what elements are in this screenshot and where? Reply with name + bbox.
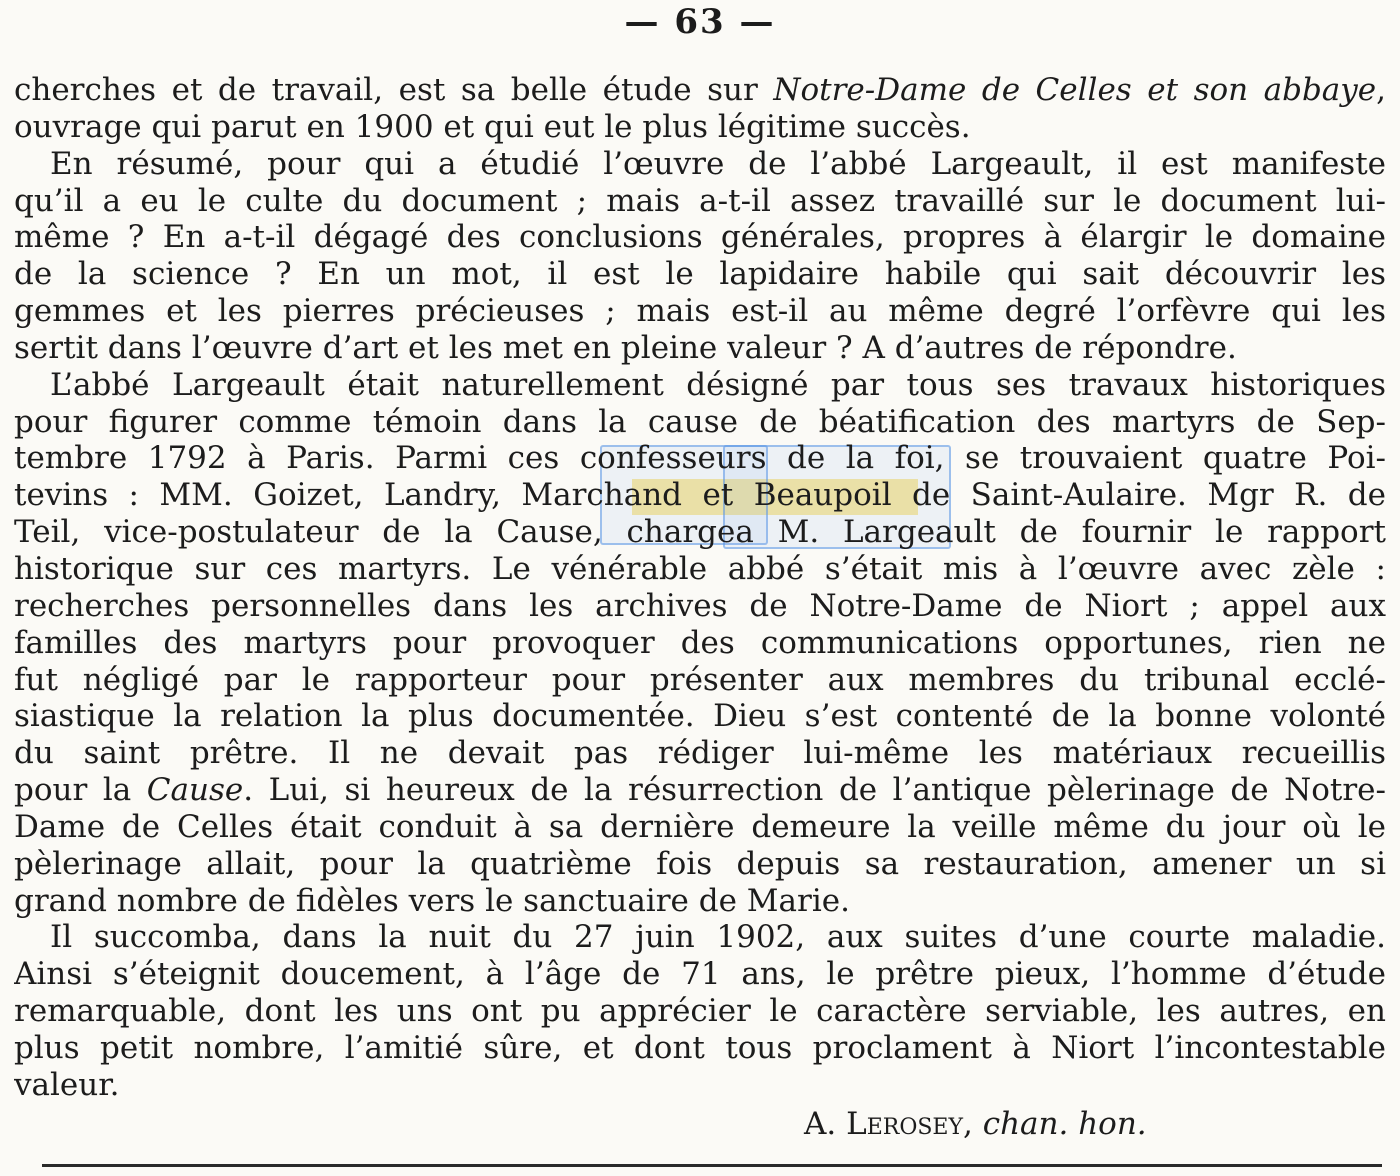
signature bbox=[804, 1106, 1147, 1142]
footer-rule bbox=[42, 1164, 1382, 1167]
text-line: pour figurer comme témoin dans la cause de béatification des martyrs de Sep- bbox=[14, 403, 1386, 440]
signature-title: chan. hon. bbox=[982, 1106, 1147, 1142]
text-line: L’abbé Largeault était naturellement désigné par tous ses travaux historiques bbox=[50, 366, 1386, 403]
text-line: fut négligé par le rapporteur pour présenter aux membres du tribunal ecclé- bbox=[14, 661, 1386, 698]
text-line: familles des martyrs pour provoquer des communications opportunes, rien ne bbox=[14, 624, 1386, 661]
text-line: En résumé, pour qui a étudié l’œuvre de l’abbé Largeault, il est manifeste bbox=[50, 145, 1386, 182]
text-line: même ? En a-t-il dégagé des conclusions générales, propres à élargir le domaine bbox=[14, 219, 1386, 256]
text-line: de la science ? En un mot, il est le lapidaire habile qui sait découvrir les bbox=[14, 256, 1386, 293]
text-line: Il succomba, dans la nuit du 27 juin 1902, aux suites d’une courte maladie. bbox=[50, 919, 1386, 956]
text-line: plus petit nombre, l’amitié sûre, et dont tous proclament à Niort l’incontestable bbox=[14, 1029, 1386, 1066]
text-line: sertit dans l’œuvre d’art et les met en pleine valeur ? A d’autres de répondre. bbox=[14, 329, 1237, 366]
text-line: qu’il a eu le culte du document ; mais a-t-il assez travaillé sur le document lui- bbox=[14, 182, 1386, 219]
signature-initial: A. bbox=[804, 1106, 847, 1142]
text-line: recherches personnelles dans les archives de Notre-Dame de Niort ; appel aux bbox=[14, 587, 1386, 624]
text-line: Dame de Celles était conduit à sa dernière demeure la veille même du jour où le bbox=[14, 808, 1386, 845]
text-line: tembre 1792 à Paris. Parmi ces confesseurs de la foi, se trouvaient quatre Poi- bbox=[14, 440, 1386, 477]
text-segment: pour la bbox=[14, 772, 147, 809]
text-line: Teil, vice-postulateur de la Cause, chargea M. Largeault de fournir le rapport bbox=[14, 514, 1386, 551]
text-line: siastique la relation la plus documentée. Dieu s’est contenté de la bonne volonté bbox=[14, 698, 1386, 735]
italic-title: Notre-Dame de Celles et son abbaye bbox=[773, 72, 1377, 108]
page-number: — 63 — bbox=[624, 2, 776, 42]
text-line: gemmes et les pierres précieuses ; mais est-il au même degré l’orfèvre qui les bbox=[14, 293, 1386, 330]
text-line bbox=[14, 72, 1386, 109]
text-line: grand nombre de fidèles vers le sanctuaire de Marie. bbox=[14, 882, 850, 919]
body-text bbox=[14, 72, 1386, 1104]
text-line: remarquable, dont les uns ont pu apprécier le caractère serviable, les autres, en bbox=[14, 993, 1386, 1030]
text-line: ouvrage qui parut en 1900 et qui eut le plus légitime succès. bbox=[14, 108, 971, 145]
text-segment: , bbox=[1376, 72, 1386, 108]
text-line: valeur. bbox=[14, 1066, 120, 1103]
text-line: du saint prêtre. Il ne devait pas rédiger lui-même les matériaux recueillis bbox=[14, 735, 1386, 772]
text-line: Ainsi s’éteignit doucement, à l’âge de 71 ans, le prêtre pieux, l’homme d’étude bbox=[14, 956, 1386, 993]
text-segment: . Lui, si heureux de la résurrection de l’antique pèlerinage de Notre- bbox=[243, 772, 1386, 809]
text-line bbox=[14, 772, 1386, 809]
text-segment: cherches et de travail, est sa belle étude sur bbox=[14, 72, 774, 108]
signature-name: Lerosey bbox=[846, 1106, 964, 1142]
text-line: tevins : MM. Goizet, Landry, Marchand et Beaupoil de Saint-Aulaire. Mgr R. de bbox=[14, 477, 1386, 514]
signature-sep: , bbox=[963, 1106, 983, 1142]
text-line: historique sur ces martyrs. Le vénérable abbé s’était mis à l’œuvre avec zèle : bbox=[14, 550, 1386, 587]
text-line: pèlerinage allait, pour la quatrième fois depuis sa restauration, amener un si bbox=[14, 845, 1386, 882]
italic-title: Cause bbox=[146, 772, 244, 809]
